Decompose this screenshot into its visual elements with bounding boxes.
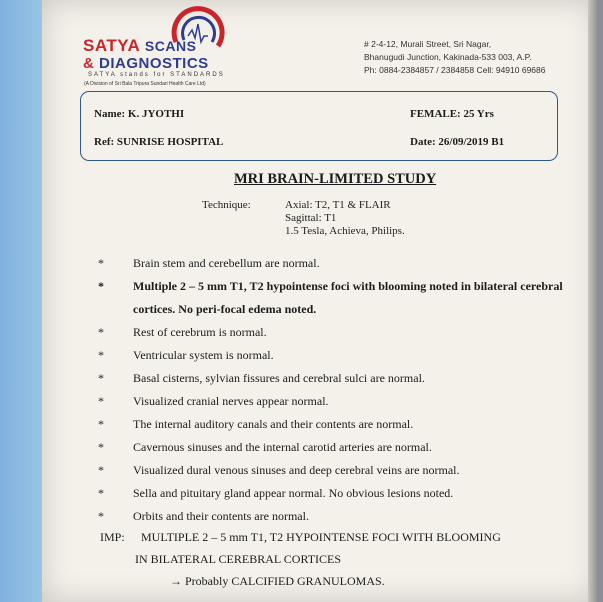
impression-line-2: IN BILATERAL CEREBRAL CORTICES [135, 552, 342, 566]
finding-item: * Visualized dural venous sinuses and deep cerebral veins are normal. [92, 459, 582, 482]
technique-label: Technique: [202, 199, 251, 211]
report-date: Date: 26/09/2019 B1 [410, 136, 505, 148]
paper-edge-shadow [588, 0, 598, 602]
brand-satya: SATYA [83, 36, 140, 55]
brand-diagnostics: DIAGNOSTICS [99, 55, 209, 72]
brand-tagline: SATYA stands for STANDARDS [88, 72, 225, 78]
address-line-3: Ph: 0884-2384857 / 2384858 Cell: 94910 69686 [364, 65, 546, 75]
brand-line-1 [83, 36, 196, 56]
bullet-icon: * [98, 509, 104, 523]
bullet-icon: * [98, 371, 104, 385]
brand-scans: SCANS [144, 38, 197, 54]
bullet-icon: * [98, 394, 104, 408]
address-line-1: # 2-4-12, Murali Street, Sri Nagar, [364, 39, 492, 49]
patient-sex-age: FEMALE: 25 Yrs [410, 108, 494, 120]
brand-line-2 [83, 55, 209, 72]
finding-item: * Brain stem and cerebellum are normal. [92, 252, 582, 275]
finding-item: * Basal cisterns, sylvian fissures and cerebral sulci are normal. [92, 367, 582, 390]
finding-item: * Ventricular system is normal. [92, 344, 582, 367]
findings-list [92, 252, 582, 528]
report-paper [42, 0, 598, 602]
finding-item: * Rest of cerebrum is normal. [92, 321, 582, 344]
impression-line-3: → Probably CALCIFIED GRANULOMAS. [170, 574, 385, 588]
clinic-address [364, 38, 546, 77]
referring-hospital: Ref: SUNRISE HOSPITAL [94, 136, 224, 148]
bullet-icon: * [98, 325, 104, 339]
brand-amp: & [83, 55, 95, 72]
technique-line-2: Sagittal: T1 [285, 212, 337, 224]
left-background-stripe [0, 0, 44, 602]
finding-item: * The internal auditory canals and their contents are normal. [92, 413, 582, 436]
finding-item: * Visualized cranial nerves appear normal. [92, 390, 582, 413]
finding-item: * Cavernous sinuses and the internal carotid arteries are normal. [92, 436, 582, 459]
finding-item: * Sella and pituitary gland appear normal. No obvious lesions noted. [92, 482, 582, 505]
bullet-icon: * [98, 417, 104, 431]
brand-division: (A Division of Sri Bala Tripura Sundari Health Care Ltd) [84, 81, 206, 87]
technique-line-1: Axial: T2, T1 & FLAIR [285, 199, 391, 211]
finding-item: * Orbits and their contents are normal. [92, 505, 582, 528]
bullet-icon: * [98, 348, 104, 362]
report-title: MRI BRAIN-LIMITED STUDY [234, 171, 437, 187]
patient-info-box [80, 91, 558, 161]
impression-label: IMP: [100, 530, 125, 544]
bullet-icon: * [98, 463, 104, 477]
bullet-icon: * [98, 256, 104, 270]
bullet-icon: * [98, 440, 104, 454]
bullet-icon: * [98, 486, 104, 500]
address-line-2: Bhanugudi Junction, Kakinada-533 003, A.P. [364, 52, 532, 62]
finding-item-key: * Multiple 2 – 5 mm T1, T2 hypointense foci with blooming noted in bilateral cerebral cortices. No peri-focal edema noted. [92, 275, 582, 321]
technique-line-3: 1.5 Tesla, Achieva, Philips. [285, 225, 405, 237]
technique-details [285, 199, 405, 238]
patient-name: Name: K. JYOTHI [94, 108, 185, 120]
bullet-icon: * [98, 279, 104, 293]
impression-line-1: MULTIPLE 2 – 5 mm T1, T2 HYPOINTENSE FOCI WITH BLOOMING [141, 530, 501, 544]
